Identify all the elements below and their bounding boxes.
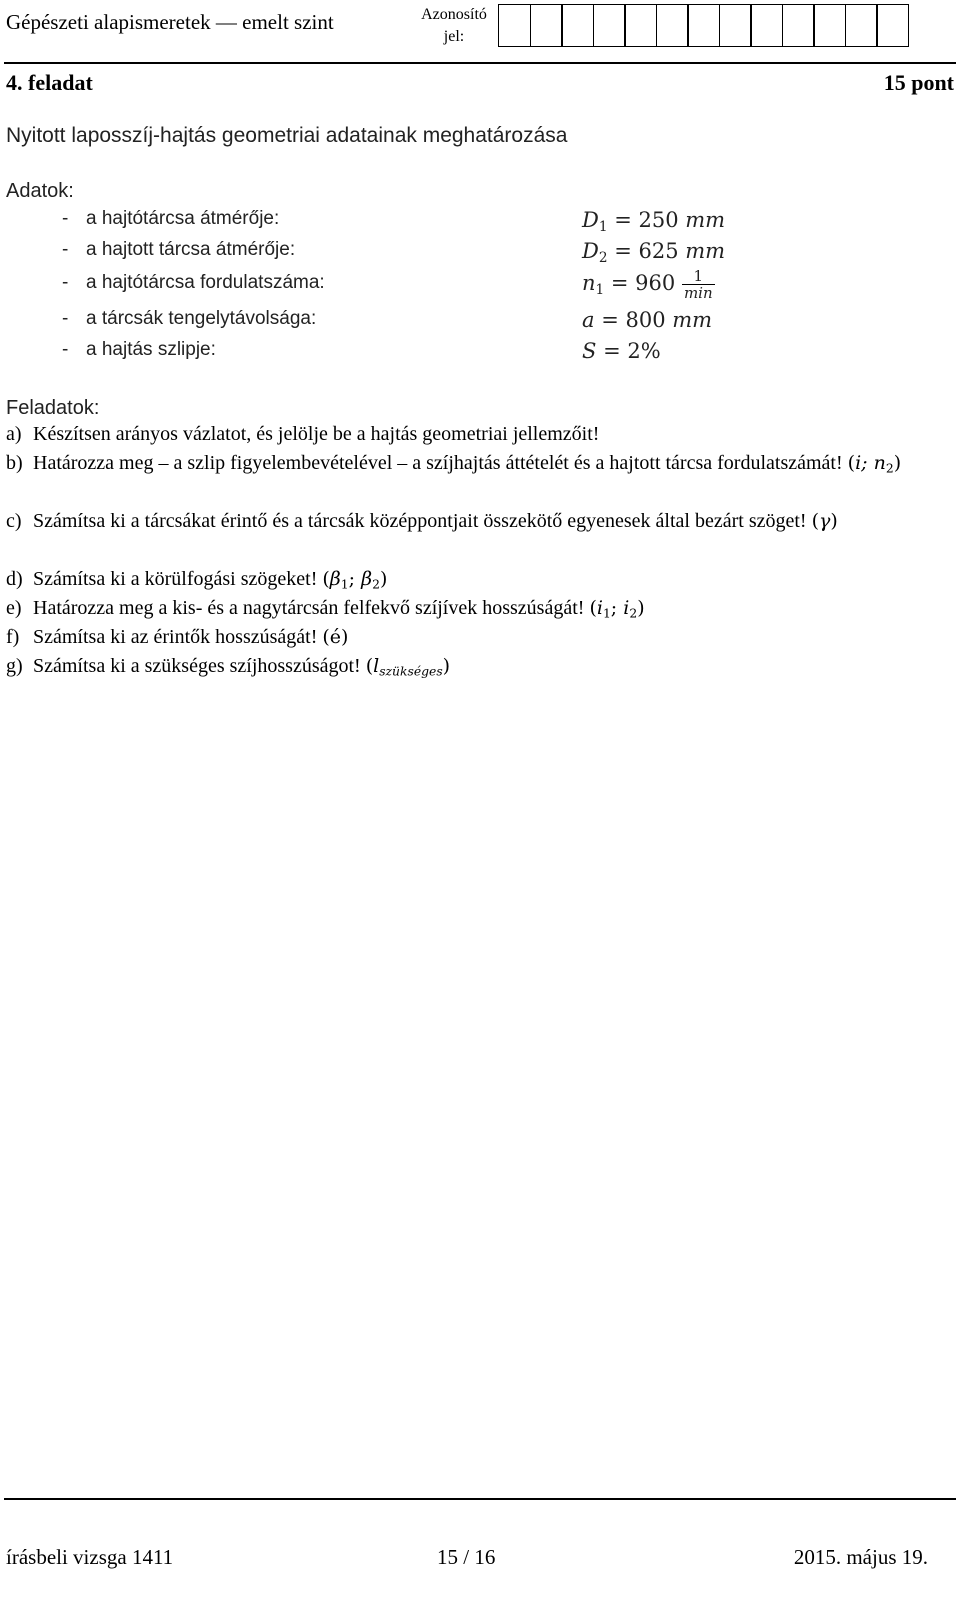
task-text: Számítsa ki a szükséges szíjhosszúságot! xyxy=(33,655,361,677)
tasks-label: Feladatok: xyxy=(6,397,100,419)
given-unit: mm xyxy=(685,239,726,263)
task-symbol: (γ) xyxy=(811,510,838,532)
task-letter: g) xyxy=(6,655,23,677)
given-label: a hajtótárcsa átmérője: xyxy=(86,208,280,229)
task-letter: e) xyxy=(6,597,22,619)
task-item xyxy=(6,507,930,536)
given-subscript: 1 xyxy=(595,282,605,299)
header-divider xyxy=(4,62,956,64)
given-data-label: Adatok: xyxy=(6,180,74,202)
id-box xyxy=(782,4,815,47)
given-dash: - xyxy=(62,272,69,293)
given-dash: - xyxy=(62,308,69,329)
id-box xyxy=(750,4,783,47)
task-symbol: ($\beta_1$; $\beta_2$) xyxy=(322,568,388,592)
task-item xyxy=(6,623,930,652)
fraction-numerator: 1 xyxy=(682,268,715,285)
given-symbol: a xyxy=(582,308,595,332)
given-number: 625 xyxy=(638,239,679,263)
given-value: S = 2% xyxy=(582,339,661,363)
given-symbol: n xyxy=(582,271,596,295)
given-value: $n_1 = 960$ $\frac{1}{\min}$ xyxy=(582,267,713,302)
task-symbol: (i; $n_2$) xyxy=(847,452,902,476)
task-text: Számítsa ki a tárcsákat érintő és a tárcsák középpontjait összekötő egyenesek által bezárt szöget! xyxy=(33,510,807,532)
id-box xyxy=(876,4,909,47)
given-subscript: 2 xyxy=(598,250,608,267)
given-label: a tárcsák tengelytávolsága: xyxy=(86,308,317,329)
given-symbol: D xyxy=(582,239,599,263)
id-box xyxy=(498,4,531,47)
task-symbol: ($i_1$; $i_2$) xyxy=(589,597,645,621)
id-box xyxy=(687,4,720,47)
page-number: 15 / 16 xyxy=(437,1545,496,1569)
task-text: Számítsa ki a körülfogási szögeket! xyxy=(33,568,318,590)
task-item xyxy=(6,652,930,681)
task-item xyxy=(6,594,930,623)
id-box xyxy=(719,4,752,47)
id-box xyxy=(813,4,846,47)
given-label: a hajtott tárcsa átmérője: xyxy=(86,239,296,260)
given-label: a hajtótárcsa fordulatszáma: xyxy=(86,272,325,293)
given-symbol: S xyxy=(582,339,597,363)
id-box xyxy=(656,4,689,47)
fraction-denominator: min xyxy=(683,284,713,302)
id-boxes xyxy=(498,4,908,47)
task-text: Készítsen arányos vázlatot, és jelölje be a hajtás geometriai jellemzőit! xyxy=(33,423,600,445)
task-points: 15 pont xyxy=(883,70,954,95)
task-item xyxy=(6,449,930,478)
task-symbol: (é) xyxy=(322,626,349,648)
given-number: 2% xyxy=(627,339,661,363)
id-box xyxy=(624,4,657,47)
given-number: 800 xyxy=(625,308,666,332)
task-letter: c) xyxy=(6,510,22,532)
id-label: Azonosító jel: xyxy=(421,6,487,45)
task-item xyxy=(6,420,930,449)
given-symbol: D xyxy=(582,208,599,232)
id-box xyxy=(593,4,626,47)
given-label: a hajtás szlipje: xyxy=(86,339,216,360)
task-title: 4. feladat xyxy=(6,70,93,95)
task-letter: b) xyxy=(6,452,23,474)
task-subject: Nyitott laposszíj-hajtás geometriai adatainak meghatározása xyxy=(6,124,568,147)
id-box xyxy=(845,4,878,47)
id-box xyxy=(530,4,563,47)
footer-exam-code: írásbeli vizsga 1411 xyxy=(6,1545,174,1569)
given-unit: mm xyxy=(685,208,726,232)
task-text: Határozza meg – a szlip figyelembevételével – a szíjhajtás áttételét és a hajtott tárcsa fordulatszámát! xyxy=(33,452,843,474)
given-value: $D_2 = 625$ mm xyxy=(582,239,726,267)
given-value: a = 800 mm xyxy=(582,308,713,332)
unit-fraction xyxy=(682,268,715,301)
given-number: 960 xyxy=(635,271,676,295)
id-box xyxy=(561,4,594,47)
task-item xyxy=(6,565,930,594)
task-letter: d) xyxy=(6,568,23,590)
given-number: 250 xyxy=(638,208,679,232)
given-subscript: 1 xyxy=(598,219,608,236)
task-letter: f) xyxy=(6,626,20,648)
task-text: Határozza meg a kis- és a nagytárcsán felfekvő szíjívek hosszúságát! xyxy=(33,597,585,619)
given-dash: - xyxy=(62,339,69,360)
given-value: $D_1 = 250$ mm xyxy=(582,208,726,236)
footer-date: 2015. május 19. xyxy=(793,1545,928,1569)
header-title: Gépészeti alapismeretek — emelt szint xyxy=(6,10,334,34)
task-letter: a) xyxy=(6,423,22,445)
given-dash: - xyxy=(62,208,69,229)
given-unit: mm xyxy=(672,308,713,332)
task-symbol: $(l_{szükséges})$ xyxy=(365,655,451,679)
footer-divider xyxy=(4,1498,956,1500)
given-dash: - xyxy=(62,239,69,260)
task-text: Számítsa ki az érintők hosszúságát! xyxy=(33,626,318,648)
